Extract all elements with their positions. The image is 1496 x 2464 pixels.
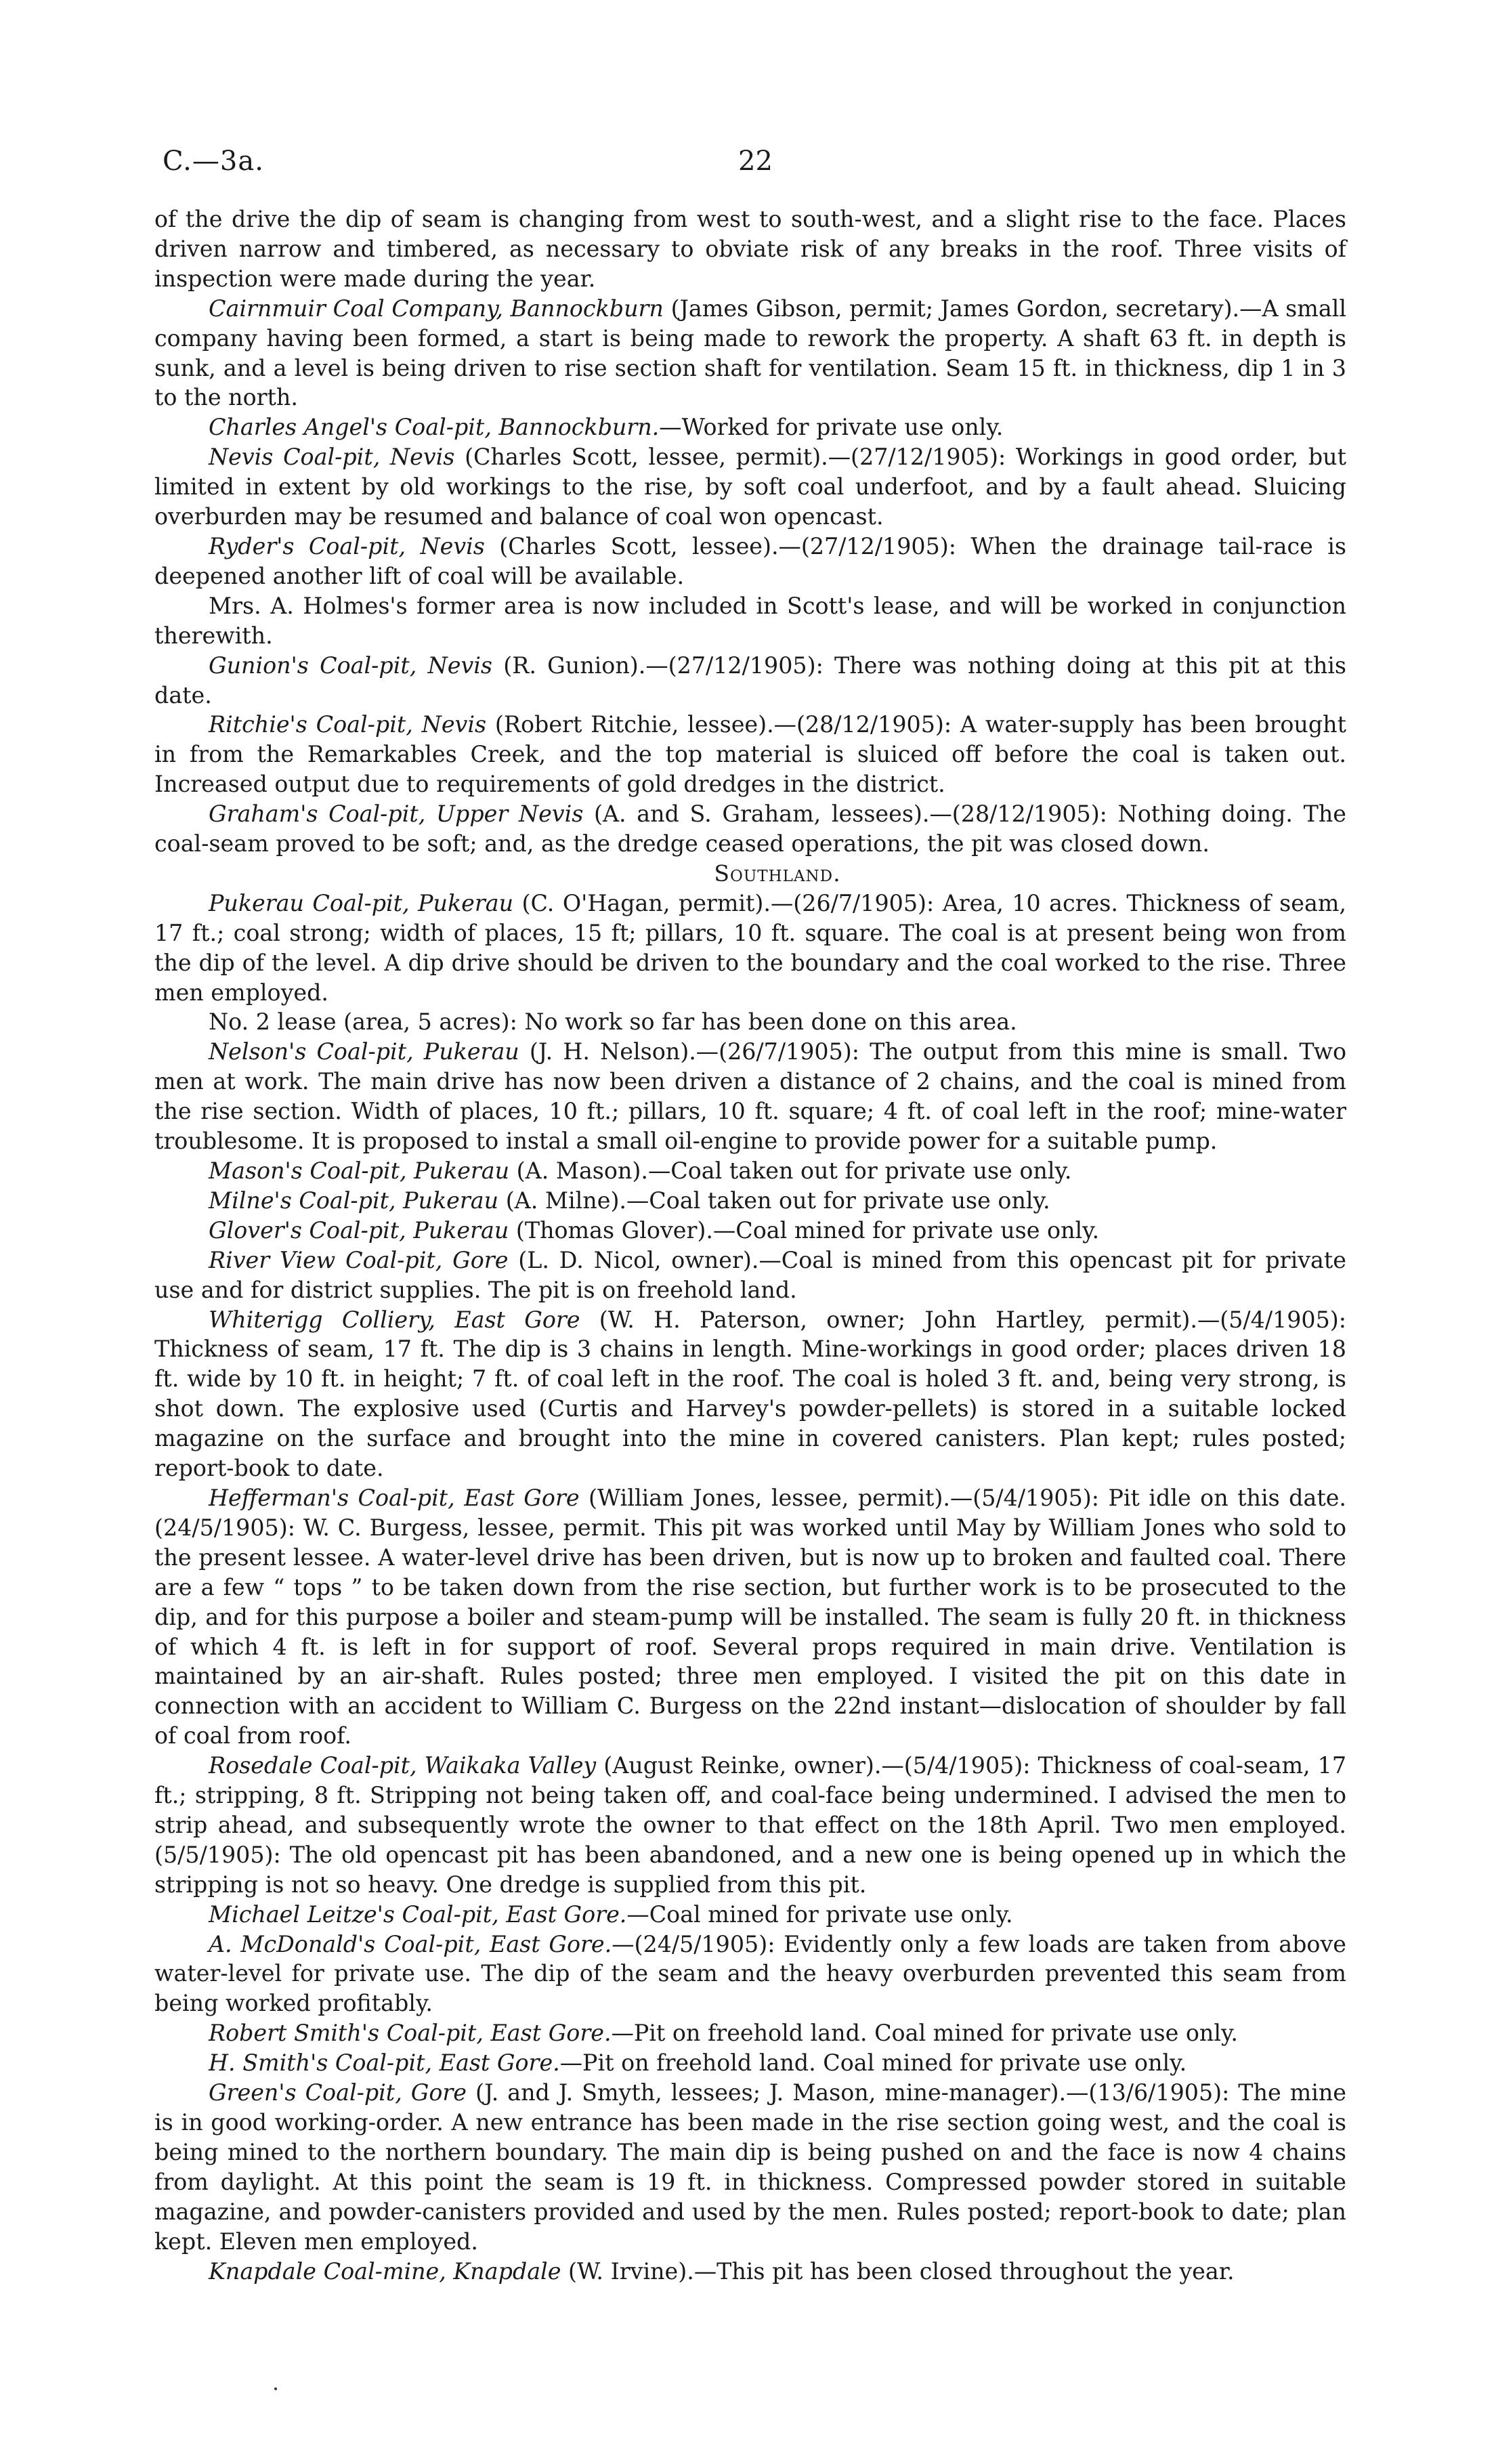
paragraph: Gunion's Coal-pit, Nevis (R. Gunion).—(27/12/1905): There was nothing doing at this pit at this date. <box>154 652 1346 708</box>
paragraph: Pukerau Coal-pit, Pukerau (C. O'Hagan, permit).—(26/7/1905): Area, 10 acres. Thickness of seam, 17 ft.; coal strong; width of places, 15 ft; pillars, 10 ft. square. The coal is at present being won from the dip of the level. A dip drive should be driven to the boundary and the coal worked to the rise. Three men employed. <box>154 889 1346 1006</box>
scan-speck <box>274 2387 277 2390</box>
entry-title: Nevis Coal-pit, Nevis <box>209 444 455 471</box>
paragraph: Charles Angel's Coal-pit, Bannockburn.—Worked for private use only. <box>209 414 1004 441</box>
paragraph: Cairnmuir Coal Company, Bannockburn (James Gibson, permit; James Gordon, secretary).—A small company having been formed, a start is being made to rework the property. A shaft 63 ft. in depth is sunk, and a level is being driven to rise section shaft for ventilation. Seam 15 ft. in thickness, dip 1 in 3 to the north. <box>154 295 1346 411</box>
paragraph: Rosedale Coal-pit, Waikaka Valley (August Reinke, owner).—(5/4/1905): Thickness of coal-seam, 17 ft.; stripping, 8 ft. Stripping not being taken off, and coal-face being undermined. I advised the men to strip ahead, and subsequently wrote the owner to that effect on the 18th April. Two men employed. (5/5/1905): The old opencast pit has been abandoned, and a new one is being opened up in which the stripping is not so heavy. One dredge is supplied from this pit. <box>154 1752 1347 1898</box>
entry-title: Nelson's Coal-pit, Pukerau <box>209 1038 519 1065</box>
page-header <box>163 146 1341 186</box>
entry-title: A. McDonald's Coal-pit, East Gore. <box>209 1930 612 1957</box>
section-heading: Southland. <box>714 859 841 887</box>
entry-title: Green's Coal-pit, Gore <box>209 2079 467 2106</box>
entry-title: Michael Leitze's Coal-pit, East Gore. <box>209 1900 627 1928</box>
entry-title: Knapdale Coal-mine, Knapdale <box>209 2257 561 2285</box>
paragraph: Whiterigg Colliery, East Gore (W. H. Paterson, owner; John Hartley, permit).—(5/4/1905): Thickness of seam, 17 ft. The dip is 3 chains in length. Mine-workings in good order; places driven 18 ft. wide by 10 ft. in height; 7 ft. of coal left in the roof. The coal is holed 3 ft. and, being very strong, is shot down. The explosive used (Curtis and Harvey's powder-pellets) is stored in a suitable locked magazine on the surface and brought into the mine in covered canisters. Plan kept; rules posted; report-book to date. <box>154 1306 1346 1482</box>
entry-title: Cairnmuir Coal Company, Bannockburn <box>209 295 664 322</box>
paragraph: Mrs. A. Holmes's former area is now included in Scott's lease, and will be worked in conjunction therewith. <box>154 592 1346 649</box>
paragraph: H. Smith's Coal-pit, East Gore.—Pit on freehold land. Coal mined for private use only. <box>209 2049 1187 2077</box>
paragraph: Milne's Coal-pit, Pukerau (A. Milne).—Coal taken out for private use only. <box>209 1187 1050 1214</box>
document-reference: C.—3a. <box>163 146 264 177</box>
paragraph: Nelson's Coal-pit, Pukerau (J. H. Nelson).—(26/7/1905): The output from this mine is small. Two men at work. The main drive has now been driven a distance of 2 chains, and the coal is mined from the rise section. Width of places, 10 ft.; pillars, 10 ft. square; 4 ft. of coal left in the roof; mine-water troublesome. It is proposed to instal a small oil-engine to provide power for a suitable pump. <box>154 1038 1346 1155</box>
body-text <box>154 205 1346 2286</box>
entry-title: Glover's Coal-pit, Pukerau <box>209 1216 509 1244</box>
entry-title: Robert Smith's Coal-pit, East Gore. <box>209 2020 612 2047</box>
paragraph: of the drive the dip of seam is changing from west to south-west, and a slight rise to the face. Places driven narrow and timbered, as necessary to obviate risk of any breaks in the roof. Three visits of inspection were made during the year. <box>154 206 1346 292</box>
paragraph: Green's Coal-pit, Gore (J. and J. Smyth, lessees; J. Mason, mine-manager).—(13/6/1905): The mine is in good working-order. A new entrance has been made in the rise section going west, and the coal is being mined to the northern boundary. The main dip is being pushed on and the face is now 4 chains from daylight. At this point the seam is 19 ft. in thickness. Compressed powder stored in suitable magazine, and powder-canisters provided and used by the men. Rules posted; report-book to date; plan kept. Eleven men employed. <box>154 2079 1346 2255</box>
entry-title: Gunion's Coal-pit, Nevis <box>209 652 492 679</box>
paragraph: Glover's Coal-pit, Pukerau (Thomas Glover).—Coal mined for private use only. <box>209 1216 1100 1244</box>
entry-title: H. Smith's Coal-pit, East Gore. <box>209 2049 560 2077</box>
entry-title: Hefferman's Coal-pit, East Gore <box>209 1484 580 1511</box>
paragraph: A. McDonald's Coal-pit, East Gore.—(24/5/1905): Evidently only a few loads are taken from above water-level for private use. The dip of the seam and the heavy overburden prevented this seam from being worked profitably. <box>154 1930 1346 2017</box>
paragraph: No. 2 lease (area, 5 acres): No work so far has been done on this area. <box>209 1008 1017 1036</box>
entry-title: Graham's Coal-pit, Upper Nevis <box>209 801 584 828</box>
page-number: 22 <box>738 146 773 177</box>
entry-title: Ryder's Coal-pit, Nevis <box>209 532 485 559</box>
entry-title: Pukerau Coal-pit, Pukerau <box>209 889 514 916</box>
paragraph: Hefferman's Coal-pit, East Gore (William Jones, lessee, permit).—(5/4/1905): Pit idle on this date. (24/5/1905): W. C. Burgess, lessee, permit. This pit was worked until May by William Jones who sold to the present lessee. A water-level drive has been driven, but is now up to broken and faulted coal. There are a few “ tops ” to be taken down from the rise section, but further work is to be prosecuted to the dip, and for this purpose a boiler and steam-pump will be installed. The seam is fully 20 ft. in thickness of which 4 ft. is left in for support of roof. Several props required in main drive. Ventilation is maintained by an air-shaft. Rules posted; three men employed. I visited the pit on this date in connection with an accident to William C. Burgess on the 22nd instant—dislocation of shoulder by fall of coal from roof. <box>154 1484 1346 1749</box>
entry-title: Rosedale Coal-pit, Waikaka Valley <box>209 1752 597 1779</box>
entry-title: Ritchie's Coal-pit, Nevis <box>209 711 487 738</box>
paragraph: Robert Smith's Coal-pit, East Gore.—Pit on freehold land. Coal mined for private use only. <box>209 2020 1238 2047</box>
paragraph: Nevis Coal-pit, Nevis (Charles Scott, lessee, permit).—(27/12/1905): Workings in good order, but limited in extent by old workings to the rise, by soft coal underfoot, and by a fault ahead. Sluicing overburden may be resumed and balance of coal won opencast. <box>154 444 1347 530</box>
paragraph: Graham's Coal-pit, Upper Nevis (A. and S. Graham, lessees).—(28/12/1905): Nothing doing. The coal-seam proved to be soft; and, as the dredge ceased operations, the pit was closed down. <box>154 801 1346 857</box>
paragraph: Michael Leitze's Coal-pit, East Gore.—Coal mined for private use only. <box>209 1900 1013 1928</box>
paragraph: River View Coal-pit, Gore (L. D. Nicol, owner).—Coal is mined from this opencast pit for private use and for district supplies. The pit is on freehold land. <box>154 1246 1346 1303</box>
entry-title: Charles Angel's Coal-pit, Bannockburn. <box>209 414 660 441</box>
paragraph: Knapdale Coal-mine, Knapdale (W. Irvine).—This pit has been closed throughout the year. <box>209 2257 1235 2285</box>
entry-title: Whiterigg Colliery, East Gore <box>209 1306 580 1333</box>
entry-title: River View Coal-pit, Gore <box>209 1246 509 1273</box>
paragraph: Ritchie's Coal-pit, Nevis (Robert Ritchie, lessee).—(28/12/1905): A water-supply has been brought in from the Remarkables Creek, and the top material is sluiced off before the coal is taken out. Increased output due to requirements of gold dredges in the district. <box>154 711 1347 798</box>
entry-title: Milne's Coal-pit, Pukerau <box>209 1187 499 1214</box>
paragraph: Mason's Coal-pit, Pukerau (A. Mason).—Coal taken out for private use only. <box>209 1157 1072 1184</box>
entry-title: Mason's Coal-pit, Pukerau <box>209 1157 510 1184</box>
paragraph: Ryder's Coal-pit, Nevis (Charles Scott, lessee).—(27/12/1905): When the drainage tail-race is deepened another lift of coal will be available. <box>154 532 1347 589</box>
